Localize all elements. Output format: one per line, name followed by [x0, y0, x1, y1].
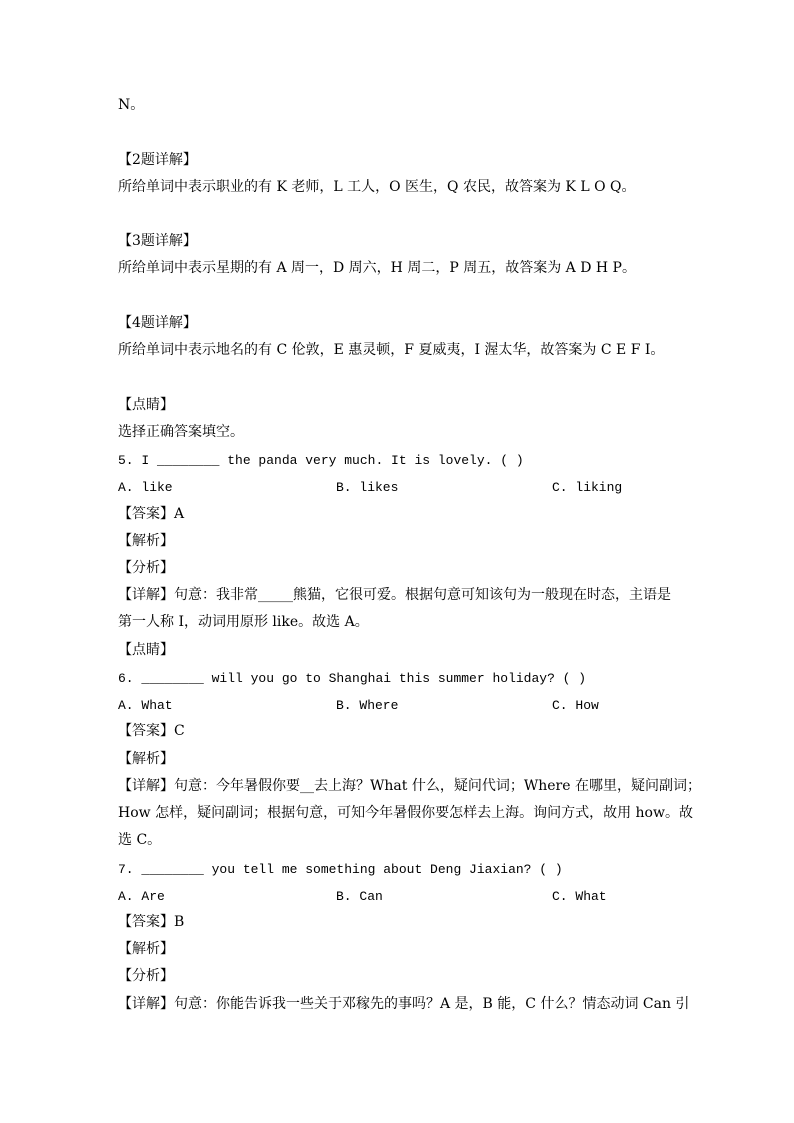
q2-heading: 【2题详解】 — [118, 152, 197, 168]
q7-option-c: C. What — [552, 889, 607, 904]
q6-jiexi: 【解析】 — [118, 751, 174, 767]
q5-option-c: C. liking — [552, 480, 623, 495]
q5-fenxi: 【分析】 — [118, 560, 174, 576]
q5-detail-line2: 第一人称 I，动词用原形 like。故选 A。 — [118, 614, 369, 630]
q7-detail-line1: 【详解】句意：你能告诉我一些关于邓稼先的事吗？A 是，B 能，C 什么？情态动词 Can 引 — [118, 996, 690, 1012]
q5-option-a: A. like — [118, 480, 173, 495]
q5-answer: 【答案】A — [118, 506, 185, 522]
q5-dianjing: 【点睛】 — [118, 642, 174, 658]
q6-detail-line3: 选 C。 — [118, 832, 162, 848]
q7-jiexi: 【解析】 — [118, 941, 174, 957]
q6-detail-line1: 【详解】句意：今年暑假你要__去上海？What 什么，疑问代词；Where 在哪里，疑问副词； — [118, 778, 701, 794]
q7-stem: 7. ________ you tell me something about Deng Jiaxian? ( ) — [118, 862, 563, 877]
dianjing-heading: 【点睛】 — [118, 397, 174, 413]
top-fragment: N。 — [118, 97, 145, 113]
q6-option-c: C. How — [552, 698, 599, 713]
q6-detail-line2: How 怎样，疑问副词；根据句意，可知今年暑假你要怎样去上海。询问方式，故用 how。故 — [118, 805, 693, 821]
q3-heading: 【3题详解】 — [118, 233, 197, 249]
q7-fenxi: 【分析】 — [118, 968, 174, 984]
q6-stem: 6. ________ will you go to Shanghai this summer holiday? ( ) — [118, 671, 587, 686]
q5-option-b: B. likes — [336, 480, 399, 495]
q6-answer: 【答案】C — [118, 723, 185, 739]
q3-detail: 所给单词中表示星期的有 A 周一，D 周六，H 周二，P 周五，故答案为 A D H P。 — [118, 260, 636, 276]
dianjing-text: 选择正确答案填空。 — [118, 424, 244, 440]
q6-option-b: B. Where — [336, 698, 399, 713]
q7-option-b: B. Can — [336, 889, 383, 904]
q4-detail: 所给单词中表示地名的有 C 伦敦，E 惠灵顿，F 夏威夷，I 渥太华，故答案为 C E F I。 — [118, 342, 665, 358]
q2-detail: 所给单词中表示职业的有 K 老师，L 工人，O 医生，Q 农民，故答案为 K L O Q。 — [118, 179, 636, 195]
q5-detail-line1: 【详解】句意：我非常_____熊猫，它很可爱。根据句意可知该句为一般现在时态，主语是 — [118, 587, 671, 603]
q7-answer: 【答案】B — [118, 914, 185, 930]
q5-stem: 5. I ________ the panda very much. It is lovely. ( ) — [118, 453, 524, 468]
q7-option-a: A. Are — [118, 889, 165, 904]
q4-heading: 【4题详解】 — [118, 315, 197, 331]
q5-jiexi: 【解析】 — [118, 533, 174, 549]
q6-option-a: A. What — [118, 698, 173, 713]
